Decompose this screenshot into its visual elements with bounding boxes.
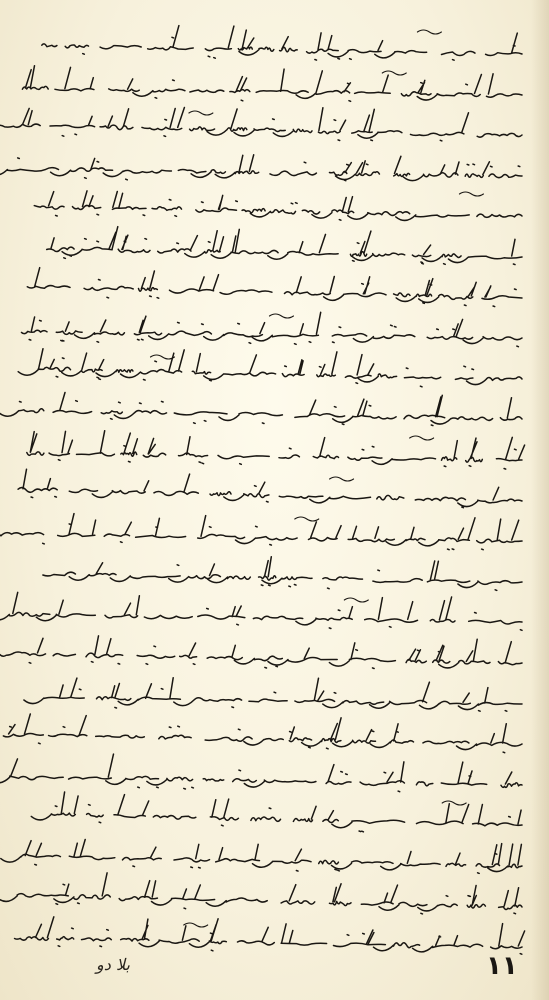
handwritten-line [34,150,524,190]
handwritten-line [34,109,524,149]
handwritten-line [34,434,524,474]
folio-number: ١١ [486,951,518,981]
handwritten-line [34,799,524,839]
handwritten-line [34,596,524,636]
handwritten-line [34,312,524,352]
handwritten-line [34,759,524,799]
handwritten-line [34,231,524,271]
handwritten-line [34,353,524,393]
handwritten-line [34,637,524,677]
handwritten-line [34,475,524,515]
handwritten-line [34,678,524,718]
handwritten-line [34,393,524,433]
catchword: بلا دو [96,955,130,974]
handwritten-line [34,69,524,109]
handwritten-line [34,718,524,758]
handwritten-line [34,515,524,555]
handwritten-line [34,28,524,68]
handwritten-line [34,272,524,312]
handwritten-line [34,556,524,596]
handwritten-line [34,190,524,230]
handwritten-line [34,881,524,921]
